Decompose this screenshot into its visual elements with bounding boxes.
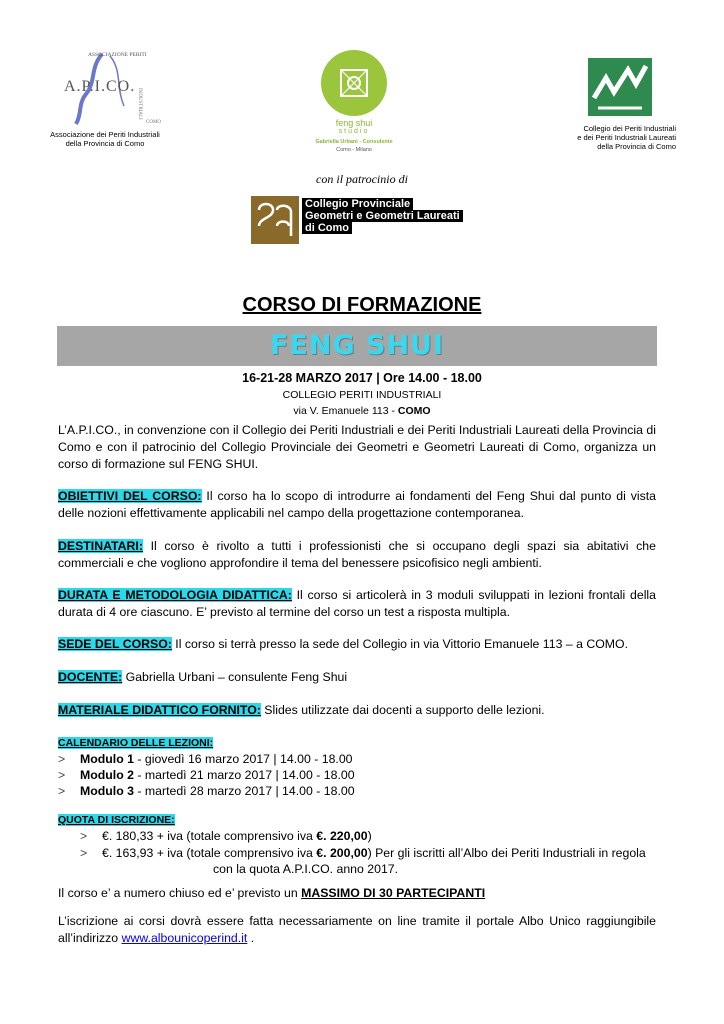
apico-side-text: INDUSTRIALI xyxy=(137,88,142,120)
patronage-label: con il patrocinio di xyxy=(316,172,408,186)
collegio-periti-logo xyxy=(560,58,680,158)
albo-unico-link[interactable]: www.albounicoperind.it xyxy=(121,931,248,945)
section-sede: SEDE DEL CORSO: Il corso si terrà presso la sede del Collegio in via Vittorio Emanuele 113 – a COMO. xyxy=(58,637,629,651)
calendario-item-3: > Modulo 3 - martedì 28 marzo 2017 | 14.00 - 18.00 xyxy=(58,784,355,798)
banner-title: FENG SHUI xyxy=(269,330,445,361)
fengshui-person: Gabriella Urbani - Consulente xyxy=(315,139,393,145)
collegio-periti-caption: Collegio dei Periti Industriali e dei Periti Industriali Laureati della Provincia di Como xyxy=(577,124,676,151)
arrow-right-icon: > xyxy=(58,752,66,766)
course-address: via V. Emanuele 113 - COMO xyxy=(293,405,431,417)
course-banner xyxy=(57,326,657,366)
quota-item-2: > €. 163,93 + iva (totale comprensivo iva €. 200,00) Per gli iscritti all’Albo dei Periti Industriali in regola xyxy=(80,846,646,860)
course-heading: CORSO DI FORMAZIONE xyxy=(242,294,482,316)
arrow-right-icon: > xyxy=(80,846,88,860)
apico-caption: Associazione dei Periti Industriali della Provincia di Como xyxy=(50,130,160,148)
arrow-right-icon: > xyxy=(58,784,66,798)
fengshui-sub: studio xyxy=(338,128,370,135)
section-docente: DOCENTE: Gabriella Urbani – consulente Feng Shui xyxy=(58,670,348,684)
quota-item-2-cont: con la quota A.P.I.CO. anno 2017. xyxy=(213,862,399,876)
section-durata: DURATA E METODOLOGIA DIDATTICA: Il corso si articolerà in 3 moduli sviluppati in lezioni frontali della durata di 4 ore ciascuno. E’ previsto al termine del corso un test a risposta multipla. xyxy=(58,588,656,619)
apico-ring-text: ASSOCIAZIONE PERITI xyxy=(88,52,147,58)
apico-side-text2: COMO xyxy=(146,120,162,125)
fengshui-studio-logo xyxy=(304,44,404,164)
geometri-text: Collegio Provinciale Geometri e Geometri Laureati di Como xyxy=(302,198,463,234)
geometri-logo xyxy=(251,196,473,246)
course-venue: COLLEGIO PERITI INDUSTRIALI xyxy=(282,389,442,401)
arrow-right-icon: > xyxy=(80,829,88,843)
arrow-right-icon: > xyxy=(58,768,66,782)
fengshui-circle-icon xyxy=(319,48,389,118)
fengshui-city: Como - Milano xyxy=(336,147,372,153)
section-destinatari: DESTINATARI: Il corso è rivolto a tutti i professionisti che si occupano degli spazi sia abitativi che commerciali e che vogliono approfondire il tema del benessere psicofisico negli ambienti. xyxy=(58,539,656,570)
apico-wordmark: A.P.I.CO. xyxy=(64,78,136,95)
calendario-label: CALENDARIO DELLE LEZIONI: xyxy=(58,737,214,749)
fengshui-name: feng shui xyxy=(335,118,373,128)
section-materiale: MATERIALE DIDATTICO FORNITO: Slides utilizzate dai docenti a supporto delle lezioni. xyxy=(58,703,545,717)
geometri-emblem-icon xyxy=(251,196,299,244)
intro-paragraph: L’A.P.I.CO., in convenzione con il Collegio dei Periti Industriali e dei Periti Industriali Laureati della Provincia di Como e con il patrocinio del Collegio Provinciale dei Geometri e Geometri Laureati di Como, organizza un corso di formazione sul FENG SHUI. xyxy=(58,423,656,471)
calendario-item-1: > Modulo 1 - giovedì 16 marzo 2017 | 14.00 - 18.00 xyxy=(58,752,353,766)
quota-item-1: > €. 180,33 + iva (totale comprensivo iva €. 220,00) xyxy=(80,829,372,843)
collegio-periti-emblem-icon xyxy=(588,58,652,116)
course-dates: 16-21-28 MARZO 2017 | Ore 14.00 - 18.00 xyxy=(242,371,482,385)
section-obiettivi: OBIETTIVI DEL CORSO: Il corso ha lo scopo di introdurre ai fondamenti del Feng Shui dal punto di vista delle nozioni effettivamente applicabili nel campo della progettazione contemporanea. xyxy=(58,489,656,520)
calendario-item-2: > Modulo 2 - martedì 21 marzo 2017 | 14.00 - 18.00 xyxy=(58,768,355,782)
quota-label: QUOTA DI ISCRIZIONE: xyxy=(58,814,175,826)
iscrizione-paragraph: L’iscrizione ai corsi dovrà essere fatta necessariamente on line tramite il portale Albo Unico raggiungibile all’indirizzo www.albounicoperind.it . xyxy=(58,914,656,945)
closing-line: Il corso e’ a numero chiuso ed e’ previsto un MASSIMO DI 30 PARTECIPANTI xyxy=(58,886,486,900)
apico-logo xyxy=(30,48,180,168)
